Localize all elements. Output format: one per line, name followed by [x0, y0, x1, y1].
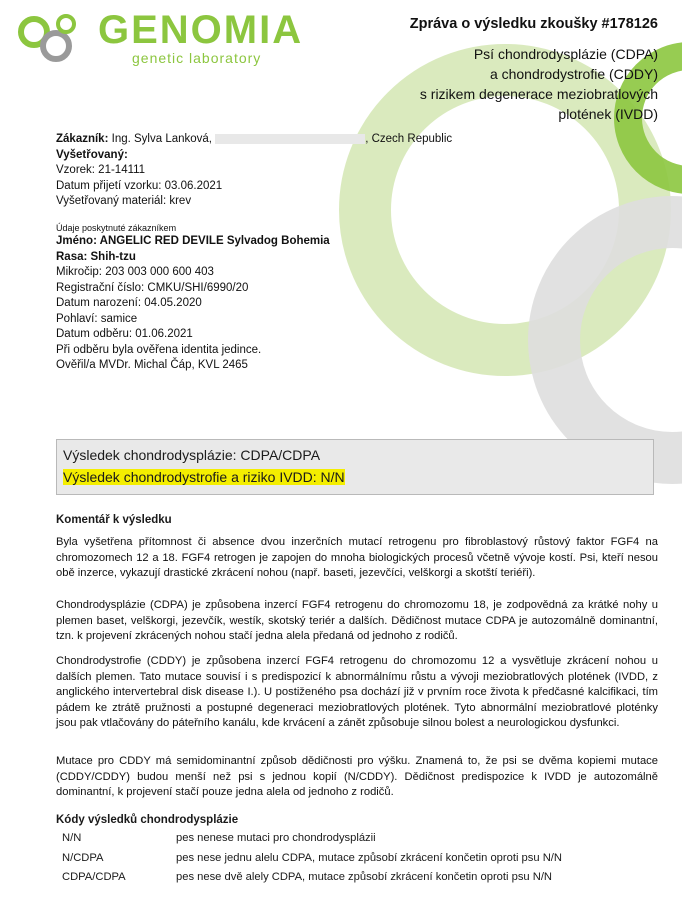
logo-name: GENOMIA	[98, 8, 304, 52]
report-subtitle-line: s rizikem degenerace meziobratlových	[419, 86, 658, 102]
code-row	[56, 832, 658, 852]
report-title: Zpráva o výsledku zkoušky #178126	[409, 16, 658, 32]
comment-paragraph: Mutace pro CDDY má semidominantní způsob dědičnosti pro výšku. Znamená to, že psi se dvěma kopiemi mutace (CDDY/CDDY) budou menší než psi s jednou kopií (N/CDDY). Dědičnost predispozice k IVDD je autozomálně dominantní, k projevení stačí pouze jedna alela od jednoho z rodičů.	[56, 755, 658, 798]
dog-birth-date: Datum narození: 04.05.2020	[56, 297, 202, 309]
genomia-logo	[14, 6, 314, 72]
result-cddy: Výsledek chondrodystrofie a riziko IVDD: N/N	[63, 469, 345, 485]
dog-sex: Pohlaví: samice	[56, 312, 138, 325]
customer-block	[56, 132, 452, 210]
report-subtitle-line: plotének (IVDD)	[558, 106, 658, 122]
code-description: pes nenese mutaci pro chondrodysplázii	[176, 832, 376, 844]
comment-paragraph: Chondrodystrofie (CDDY) je způsobena inzercí FGF4 retrogenu do chromozomu 12 a vysvětluje zkrácení nohou u dalších plemen. Tato mutace souvisí i s predispozicí k abnormálnímu růstu a vývoji meziobratlových plotének (IVDD, z anglického intervertebral disk disease I.). U postiženého psa dochází již v prvním roce života k předčasné kalcifikaci, tím pádem ke ztrátě pružnosti a postupné degeneraci meziobratlových plotének. Tyto abnormální meziobratlové ploténky jsou pak vtlačovány do páteřního kanálu, kde krvácení a zánět způsobuje silnou bolest a neurologickou dysfunkci.	[56, 655, 658, 729]
dog-name: Jméno: ANGELIC RED DEVILE Sylvadog Bohemia	[56, 235, 330, 247]
redacted-address	[215, 134, 365, 144]
sample-received-date: Datum přijetí vzorku: 03.06.2021	[56, 179, 223, 192]
customer-country: , Czech Republic	[365, 133, 453, 145]
logo-tagline: genetic laboratory	[132, 50, 262, 66]
dog-sampling-date: Datum odběru: 01.06.2021	[56, 328, 193, 340]
customer-line	[56, 132, 452, 148]
comment-paragraph: Byla vyšetřena přítomnost či absence dvou inzerčních mutací retrogenu pro fibroblastový růstový faktor FGF4 na chromozomech 12 a 18. FGF4 retrogen je zapojen do mnoha biologických procesů včetně vývoje kostí. Psi, kteří nesou obě inzerce, vykazují drastické zkrácení nohou (např. baseti, jezevčíci, velškorgi a skotští teriéři).	[56, 536, 658, 579]
code-row	[56, 852, 658, 872]
customer-name: Ing. Sylva Lanková,	[111, 133, 212, 145]
result-cdpa: Výsledek chondrodysplázie: CDPA/CDPA	[63, 447, 321, 463]
identity-verified: Při odběru byla ověřena identita jedince.	[56, 343, 262, 356]
code-description: pes nese jednu alelu CDPA, mutace způsobí zkrácení končetin oproti psu N/N	[176, 851, 562, 864]
sample-material: Vyšetřovaný materiál: krev	[56, 195, 192, 207]
report-subtitle-line: a chondrodystrofie (CDDY)	[489, 66, 658, 82]
verified-by: Ověřil/a MVDr. Michal Čáp, KVL 2465	[56, 359, 248, 371]
report-subtitle-line: Psí chondrodysplázie (CDPA)	[473, 46, 658, 62]
report-header	[328, 16, 658, 124]
codes-title: Kódy výsledků chondrodysplázie	[56, 814, 239, 826]
comment-paragraph: Chondrodysplázie (CDPA) je způsobena inzercí FGF4 retrogenu do chromozomu 18, je zodpovědná za krátké nohy u plemen baset, velškorgi, jezevčík, westík, skotský teriér a dalších. Dědičnost mutace CDPA je autozomálně dominantní, tzn. k projevení zkrácených nohou stačí jedna alela předaná od jednoho z rodičů.	[56, 599, 658, 642]
code-key: N/N	[62, 832, 82, 844]
dog-microchip: Mikročip: 203 003 000 600 403	[56, 266, 214, 278]
dog-registration: Registrační číslo: CMKU/SHI/6990/20	[56, 281, 249, 294]
result-box	[56, 439, 654, 495]
code-row	[56, 871, 658, 891]
customer-label: Zákazník:	[56, 133, 109, 145]
examined-label: Vyšetřovaný:	[56, 148, 128, 161]
code-key: N/CDPA	[62, 851, 104, 864]
code-key: CDPA/CDPA	[62, 871, 126, 883]
dog-breed: Rasa: Shih-tzu	[56, 250, 136, 263]
comment-title: Komentář k výsledku	[56, 514, 172, 526]
logo-rings-icon	[14, 6, 94, 72]
dog-block	[56, 222, 330, 374]
code-description: pes nese dvě alely CDPA, mutace způsobí zkrácení končetin oproti psu N/N	[176, 871, 553, 883]
codes-table	[56, 832, 658, 891]
customer-provided-note: Údaje poskytnuté zákazníkem	[56, 223, 177, 233]
sample-id: Vzorek: 21-14111	[56, 164, 146, 176]
